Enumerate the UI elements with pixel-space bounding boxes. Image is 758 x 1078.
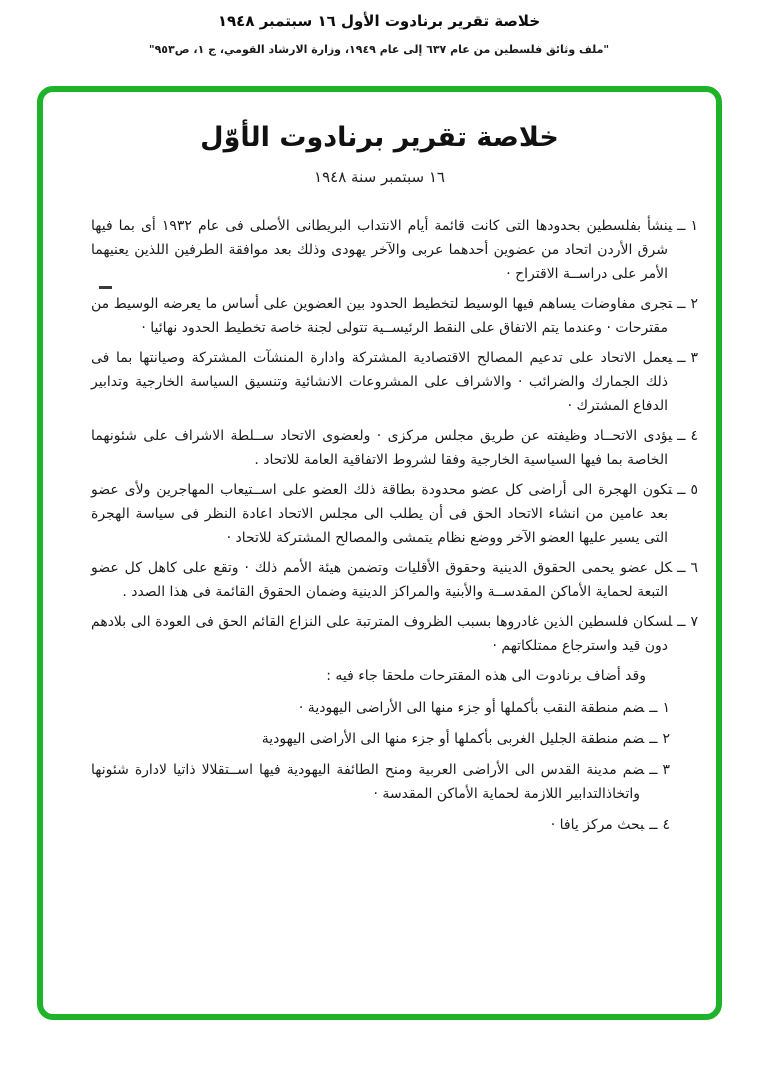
paragraph-2-text: تجرى مفاوضات يساهم فيها الوسيط لتخطيط الحدود بين العضوين على أساس ما يعرضه الوسيط من مقترحات · وعندما يتم الاتفاق على النقط الرئيســية تتولى لجنة خاصة تخطيط الحدود نهائيا · xyxy=(91,296,673,336)
annex-item-3 xyxy=(91,758,670,806)
paragraph-2-number: ٢ xyxy=(690,296,698,312)
paragraph-6-text: كل عضو يحمى الحقوق الدينية وحقوق الأقليات وتضمن هيئة الأمم ذلك · وتقع على كاهل كل عضو التبعة لحماية الأماكن المقدســة والأبنية والمراكز الدينية وضمان الحقوق القائمة فى هذا الصدد . xyxy=(91,560,673,600)
header-source-citation: "ملف وثائق فلسطين من عام ٦٣٧ إلى عام ١٩٤٩، وزارة الارشاد القومي، ج ١، ص٩٥٣" xyxy=(148,43,610,56)
list-dash: ــ xyxy=(649,731,658,747)
paragraph-7-text: لسكان فلسطين الذين غادروها بسبب الظروف المترتبة على النزاع القائم الحق فى العودة الى بلادهم دون قيد واسترجاع ممتلكاتهم · xyxy=(91,614,673,654)
annex-item-4-text: بحث مركز يافا · xyxy=(550,817,645,833)
annex-intro-line: وقد أضاف برنادوت الى هذه المقترحات ملحقا جاء فيه : xyxy=(326,668,646,684)
paragraph-3-number: ٣ xyxy=(690,350,698,366)
list-dash: ــ xyxy=(677,218,686,234)
annex-item-4-number: ٤ xyxy=(662,817,670,833)
list-dash: ــ xyxy=(649,762,658,778)
paragraph-7 xyxy=(91,610,698,658)
paragraph-4 xyxy=(91,424,698,472)
list-dash: ــ xyxy=(649,817,658,833)
document-title: خلاصة تقرير برنادوت الأوّل xyxy=(200,122,559,153)
list-dash: ــ xyxy=(677,560,686,576)
list-dash: ــ xyxy=(677,350,686,366)
annex-item-1-number: ١ xyxy=(662,700,670,716)
paragraph-6-number: ٦ xyxy=(690,560,698,576)
annex-item-1-text: ضم منطقة النقب بأكملها أو جزء منها الى الأراضى اليهودية · xyxy=(298,700,645,716)
paragraph-6 xyxy=(91,556,698,604)
annex-item-2-text: ضم منطقة الجليل الغربى بأكملها أو جزء منها الى الأراضى اليهودية xyxy=(261,731,645,747)
paragraph-1 xyxy=(91,214,698,286)
annex-item-3-number: ٣ xyxy=(662,762,670,778)
paragraph-5-text: تكون الهجرة الى أراضى كل عضو محدودة بطاقة ذلك العضو على اســتيعاب المهاجرين ولأى عضو بعد عامين من انشاء الاتحاد الحق فى أن يطلب الى مجلس الاتحاد اعادة النظر فى سياسة الهجرة التى يسير عليها العضو الآخر ووضع نظام يتمشى والمصالح المشتركة للاتحاد · xyxy=(91,482,673,546)
paragraph-2 xyxy=(91,292,698,340)
stray-dash-mark xyxy=(99,286,112,289)
list-dash: ــ xyxy=(677,482,686,498)
list-dash: ــ xyxy=(649,700,658,716)
annex-item-3-text: ضم مدينة القدس الى الأراضى العربية ومنح الطائفة اليهودية فيها اســتقلالا ذاتيا لادارة شئونها واتخاذالتدابير اللازمة لحماية الأماكن المقدسة · xyxy=(91,762,645,802)
paragraph-3 xyxy=(91,346,698,418)
annex-list xyxy=(91,696,698,837)
paragraph-5 xyxy=(91,478,698,550)
annex-item-4 xyxy=(91,813,670,837)
paragraph-4-number: ٤ xyxy=(690,428,698,444)
document-body xyxy=(91,214,698,837)
list-dash: ــ xyxy=(677,428,686,444)
paragraph-7-number: ٧ xyxy=(690,614,698,630)
paragraph-5-number: ٥ xyxy=(690,482,698,498)
header-title: خلاصة تقرير برنادوت الأول ١٦ سبتمبر ١٩٤٨ xyxy=(217,12,541,30)
paragraph-1-text: ينشأ بفلسطين بحدودها التى كانت قائمة أيام الانتداب البريطانى الأصلى فى عام ١٩٣٢ أى بما فيها شرق الأردن اتحاد من عضوين أحدهما عربى والآخر يهودى وذلك بعد موافقة الطرفين اللذين يعنيهما الأمر على دراســة الاقتراح · xyxy=(91,218,673,282)
paragraph-3-text: يعمل الاتحاد على تدعيم المصالح الاقتصادية المشتركة وادارة المنشآت المشتركة وصيانتها بما فى ذلك الجمارك والضرائب · والاشراف على المشروعات الانشائية وتنسيق السياسة الخارجية وتدابير الدفاع المشترك · xyxy=(91,350,673,414)
paragraph-1-number: ١ xyxy=(690,218,698,234)
page-header xyxy=(0,12,758,56)
paragraph-4-text: يؤدى الاتحــاد وظيفته عن طريق مجلس مركزى · ولعضوى الاتحاد ســلطة الاشراف على شئونهما الخاصة بما فيها السياسية الخارجية وفقا لشروط الاتفاقية العامة للاتحاد . xyxy=(91,428,673,468)
list-dash: ــ xyxy=(677,296,686,312)
document-date: ١٦ سبتمبر سنة ١٩٤٨ xyxy=(314,168,445,186)
annex-item-2 xyxy=(91,727,670,751)
annex-item-2-number: ٢ xyxy=(662,731,670,747)
list-dash: ــ xyxy=(677,614,686,630)
document-scan-frame xyxy=(37,86,722,1020)
annex-item-1 xyxy=(91,696,670,720)
